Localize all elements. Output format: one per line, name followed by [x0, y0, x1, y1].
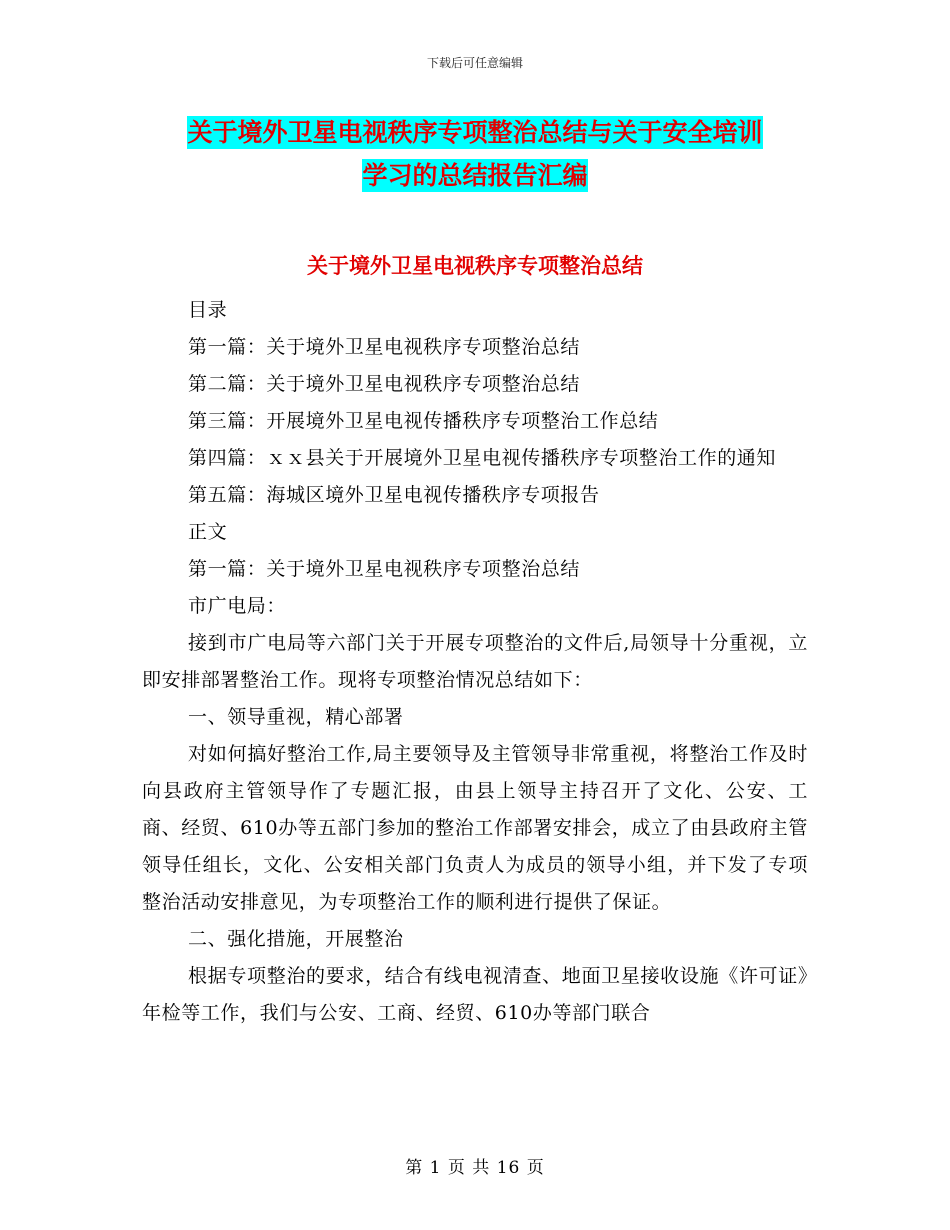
title-line-2-text: 学习的总结报告汇编 — [362, 161, 588, 190]
body-paragraph: 根据专项整治的要求，结合有线电视清查、地面卫星接收设施《许可证》年检等工作，我们与公安、工商、经贸、610办等部门联合 — [142, 965, 808, 1024]
document-title-line-1 — [0, 113, 950, 149]
toc-item-4: 第四篇：ｘｘ县关于开展境外卫星电视传播秩序专项整治工作的通知 — [188, 447, 777, 469]
section-heading-1: 一、领导重视，精心部署 — [188, 706, 404, 728]
page-number-footer: 第 1 页 共 16 页 — [405, 1158, 545, 1178]
toc-item-5: 第五篇：海城区境外卫星电视传播秩序专项报告 — [188, 484, 600, 506]
title-line-1-text: 关于境外卫星电视秩序专项整治总结与关于安全培训 — [187, 118, 763, 147]
document-title-line-2 — [0, 156, 950, 192]
section-heading-2: 二、强化措施，开展整治 — [188, 928, 404, 950]
chapter-1-title: 第一篇：关于境外卫星电视秩序专项整治总结 — [188, 558, 581, 580]
addressee: 市广电局： — [188, 595, 287, 617]
toc-item-1: 第一篇：关于境外卫星电视秩序专项整治总结 — [188, 336, 581, 358]
toc-heading: 目录 — [188, 299, 228, 321]
toc-item-2: 第二篇：关于境外卫星电视秩序专项整治总结 — [188, 373, 581, 395]
header-note: 下载后可任意编辑 — [426, 56, 523, 70]
section-title: 关于境外卫星电视秩序专项整治总结 — [307, 254, 643, 278]
toc-item-3: 第三篇：开展境外卫星电视传播秩序专项整治工作总结 — [188, 410, 659, 432]
body-paragraph: 对如何搞好整治工作,局主要领导及主管领导非常重视，将整治工作及时向县政府主管领导作了专题汇报，由县上领导主持召开了文化、公安、工商、经贸、610办等五部门参加的整治工作部署安排会，成立了由县政府主管领导任组长，文化、公安相关部门负责人为成员的领导小组，并下发了专项整治活动安排意见，为专项整治工作的顺利进行提供了保证。 — [142, 743, 808, 913]
document-body — [142, 292, 808, 1032]
body-heading: 正文 — [188, 521, 228, 543]
body-paragraph: 接到市广电局等六部门关于开展专项整治的文件后,局领导十分重视，立即安排部署整治工作。现将专项整治情况总结如下： — [142, 632, 808, 691]
